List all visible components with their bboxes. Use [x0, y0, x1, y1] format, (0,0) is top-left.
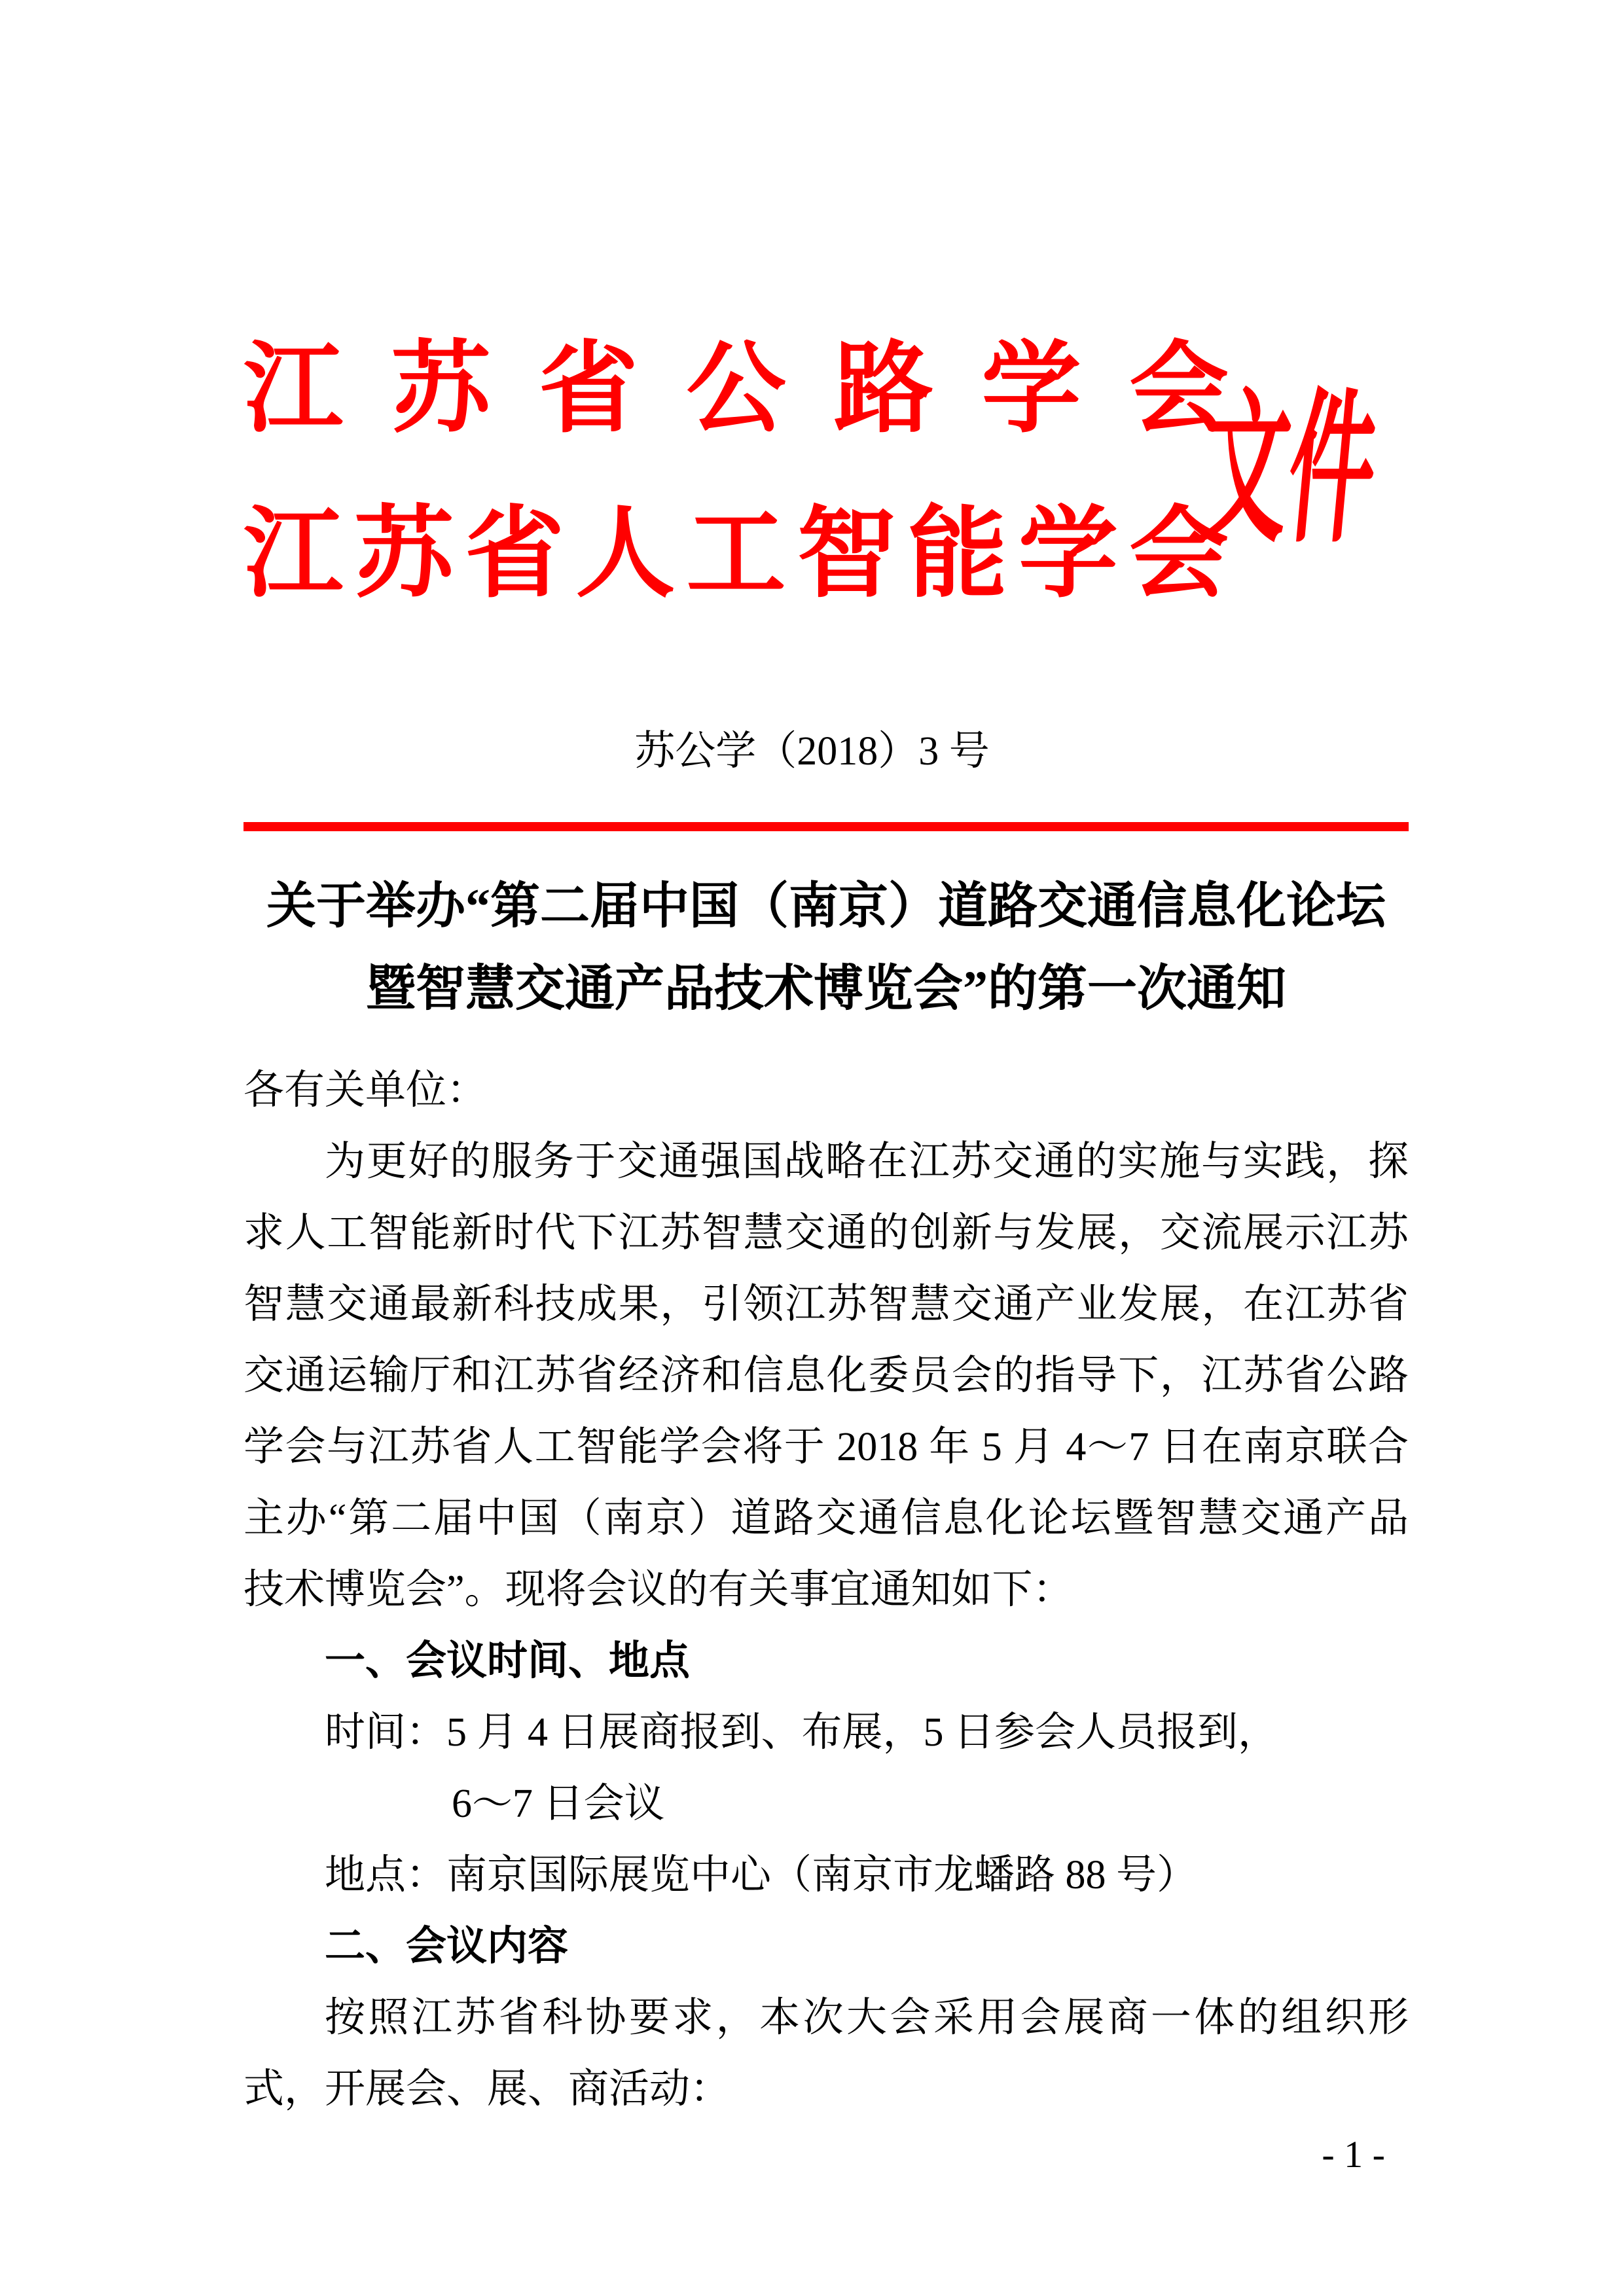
body-line: 求人工智能新时代下江苏智慧交通的创新与发展，交流展示江苏: [244, 1211, 1409, 1255]
document-title: [244, 865, 1409, 1030]
body-line-salutation: 各有关单位：: [244, 1068, 488, 1113]
letterhead-org-1: 江苏省公路学会: [244, 334, 1229, 444]
page-number: - 1 -: [1322, 2133, 1385, 2176]
body-line: 按照江苏省科协要求，本次大会采用会展商一体的组织形: [325, 1996, 1409, 2040]
letterhead-org-2: 江苏省人工智能学会: [244, 499, 1229, 609]
letterhead-document-word: 文件: [1195, 379, 1384, 562]
body-line: 为更好的服务于交通强国战略在江苏交通的实施与实践，探: [325, 1139, 1409, 1184]
body-line: 式，开展会、展、商活动：: [244, 2067, 731, 2111]
body-line: 交通运输厅和江苏省经济和信息化委员会的指导下，江苏省公路: [244, 1354, 1409, 1398]
title-line-2: 暨智慧交通产品技术博览会”的第一次通知: [366, 961, 1286, 1016]
document-number: 苏公学（2018）3 号: [634, 729, 990, 774]
body-line: 技术博览会”。现将会议的有关事宜通知如下：: [244, 1568, 1074, 1612]
body-line: 学会与江苏省人工智能学会将于 2018 年 5 月 4～7 日在南京联合: [244, 1425, 1409, 1469]
body-line-time-cont: 6～7 日会议: [452, 1782, 665, 1826]
document-body: [244, 1055, 1409, 2125]
body-line: 智慧交通最新科技成果，引领江苏智慧交通产业发展，在江苏省: [244, 1282, 1409, 1327]
body-line: 主办“第二届中国（南京）道路交通信息化论坛暨智慧交通产品: [244, 1496, 1409, 1541]
body-heading-section-2: 二、会议内容: [325, 1924, 569, 1969]
body-line-time: 时间：5 月 4 日展商报到、布展，5 日参会人员报到，: [325, 1710, 1279, 1755]
body-line-venue: 地点：南京国际展览中心（南京市龙蟠路 88 号）: [325, 1853, 1198, 1897]
title-line-1: 关于举办“第二届中国（南京）道路交通信息化论坛: [266, 879, 1386, 934]
red-rule-divider: [244, 822, 1409, 831]
letterhead: [244, 331, 1409, 658]
body-heading-section-1: 一、会议时间、地点: [325, 1639, 691, 1683]
